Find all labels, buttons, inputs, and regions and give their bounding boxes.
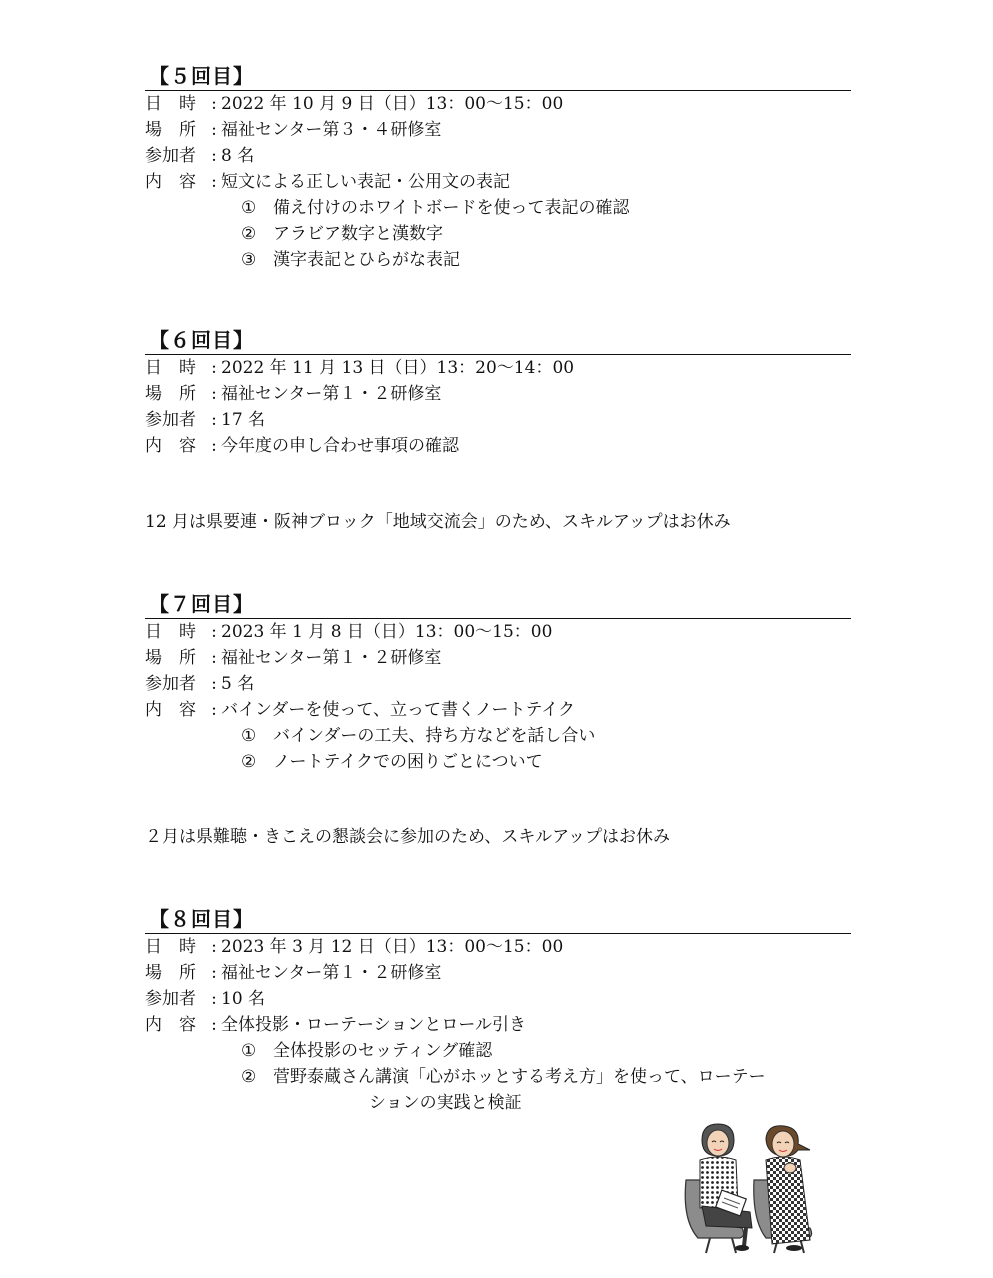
list-item: ② ノートテイクでの困りごとについて <box>241 752 543 772</box>
date-row: 日 時 : 2023 年 3 月 12 日（日）13：00～15：00 <box>145 937 564 957</box>
content-row: 内 容 : 全体投影・ローテーションとロール引き <box>145 1015 526 1035</box>
list-item: ① 備え付けのホワイトボードを使って表記の確認 <box>241 198 630 218</box>
list-item: ① 全体投影のセッティング確認 <box>241 1041 493 1061</box>
section-6 <box>145 326 851 459</box>
two-women-illustration <box>680 1120 830 1255</box>
place-row: 場 所 : 福祉センター第１・２研修室 <box>145 648 442 668</box>
list-item: ② アラビア数字と漢数字 <box>241 224 443 244</box>
place-row: 場 所 : 福祉センター第１・２研修室 <box>145 384 442 404</box>
attendees-row: 参加者 : 8 名 <box>145 146 255 166</box>
place-row: 場 所 : 福祉センター第３・４研修室 <box>145 120 442 140</box>
section-heading: 【７回目】 <box>145 590 851 619</box>
list-item: ① バインダーの工夫、持ち方などを話し合い <box>241 726 596 746</box>
section-8 <box>145 905 851 1116</box>
place-row: 場 所 : 福祉センター第１・２研修室 <box>145 963 442 983</box>
list-item-continuation: ションの実践と検証 <box>369 1093 522 1113</box>
section-7 <box>145 590 851 775</box>
section-heading: 【６回目】 <box>145 326 851 355</box>
february-note: ２月は県難聴・きこえの懇談会に参加のため、スキルアップはお休み <box>145 827 670 847</box>
december-note: 12 月は県要連・阪神ブロック「地域交流会」のため、スキルアップはお休み <box>145 512 731 532</box>
content-row: 内 容 : 今年度の申し合わせ事項の確認 <box>145 436 459 456</box>
section-heading: 【８回目】 <box>145 905 851 934</box>
attendees-row: 参加者 : 17 名 <box>145 410 266 430</box>
attendees-row: 参加者 : 5 名 <box>145 674 255 694</box>
attendees-row: 参加者 : 10 名 <box>145 989 266 1009</box>
date-row: 日 時 : 2023 年 1 月 8 日（日）13：00～15：00 <box>145 622 553 642</box>
list-item: ② 菅野泰蔵さん講演「心がホッとする考え方」を使って、ローテー <box>241 1067 766 1087</box>
date-row: 日 時 : 2022 年 11 月 13 日（日）13：20～14：00 <box>145 358 575 378</box>
list-item: ③ 漢字表記とひらがな表記 <box>241 250 460 270</box>
section-heading: 【５回目】 <box>145 62 851 91</box>
section-5 <box>145 62 851 273</box>
date-row: 日 時 : 2022 年 10 月 9 日（日）13：00～15：00 <box>145 94 564 114</box>
content-row: 内 容 : 短文による正しい表記・公用文の表記 <box>145 172 510 192</box>
content-row: 内 容 : バインダーを使って、立って書くノートテイク <box>145 700 575 720</box>
